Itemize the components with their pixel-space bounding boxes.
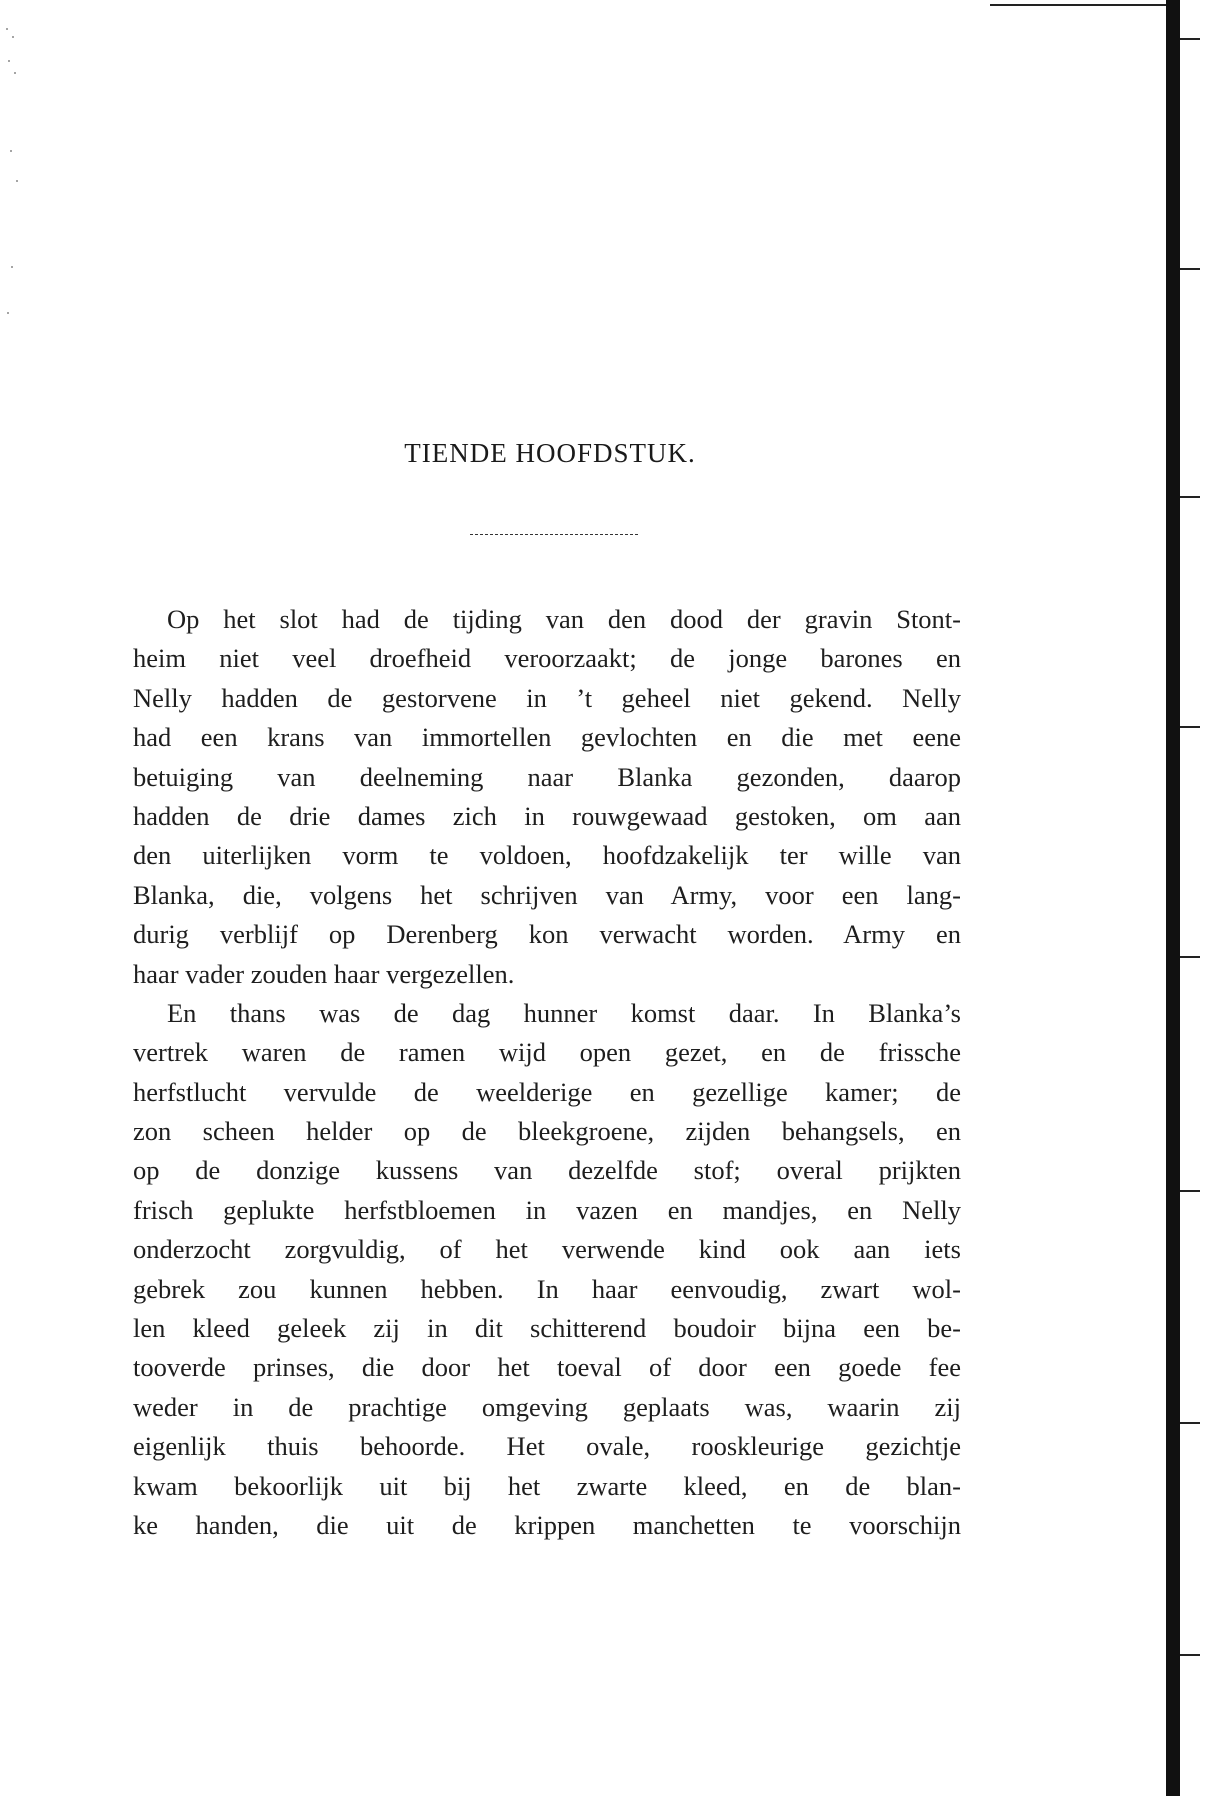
- body-text: [133, 600, 961, 1545]
- title-rule: [470, 534, 638, 535]
- speck: [16, 180, 18, 182]
- text-line: Blanka, die, volgens het schrijven van Army, voor een lang-: [133, 879, 961, 910]
- text-line: had een krans van immortellen gevlochten en die met eene: [133, 722, 961, 753]
- binding-top-edge: [990, 4, 1170, 6]
- text-line: En thans was de dag hunner komst daar. In Blanka’s: [167, 997, 961, 1028]
- binding-tick: [1180, 268, 1200, 270]
- text-line: onderzocht zorgvuldig, of het verwende kind ook aan iets: [133, 1234, 961, 1265]
- speck: [7, 312, 9, 314]
- text-line: zon scheen helder op de bleekgroene, zijden behangsels, en: [133, 1116, 961, 1147]
- binding-strip: [1166, 0, 1180, 1796]
- text-line: heim niet veel droefheid veroorzaakt; de jonge barones en: [133, 643, 961, 674]
- paragraph: [133, 600, 961, 994]
- binding-tick: [1180, 726, 1200, 728]
- speck: [6, 28, 8, 30]
- speck: [8, 60, 10, 62]
- text-line: frisch geplukte herfstbloemen in vazen en mandjes, en Nelly: [133, 1194, 961, 1225]
- binding-tick: [1180, 1422, 1200, 1424]
- binding-tick: [1180, 496, 1200, 498]
- chapter-title: TIENDE HOOFDSTUK.: [404, 438, 696, 468]
- text-line: haar vader zouden haar vergezellen.: [133, 958, 515, 989]
- text-line: ke handen, die uit de krippen manchetten te voorschijn: [133, 1509, 961, 1540]
- text-line: hadden de drie dames zich in rouwgewaad gestoken, om aan: [133, 800, 961, 831]
- speck: [12, 36, 14, 38]
- text-line: den uiterlijken vorm te voldoen, hoofdzakelijk ter wille van: [133, 840, 961, 871]
- text-line: betuiging van deelneming naar Blanka gezonden, daarop: [133, 761, 961, 792]
- text-line: eigenlijk thuis behoorde. Het ovale, rooskleurige gezichtje: [133, 1431, 961, 1462]
- binding-tick: [1180, 1190, 1200, 1192]
- binding-tick: [1180, 956, 1200, 958]
- text-line: op de donzige kussens van dezelfde stof; overal prijkten: [133, 1155, 961, 1186]
- text-line: kwam bekoorlijk uit bij het zwarte kleed, en de blan-: [133, 1470, 961, 1501]
- text-line: gebrek zou kunnen hebben. In haar eenvoudig, zwart wol-: [133, 1273, 961, 1304]
- page-specks: [4, 20, 24, 340]
- text-line: tooverde prinses, die door het toeval of door een goede fee: [133, 1352, 961, 1383]
- text-line: Op het slot had de tijding van den dood der gravin Stont-: [167, 604, 961, 634]
- text-line: len kleed geleek zij in dit schitterend boudoir bijna een be-: [133, 1313, 961, 1344]
- text-line: weder in de prachtige omgeving geplaats was, waarin zij: [133, 1391, 961, 1422]
- binding-tick: [1180, 38, 1200, 40]
- text-line: durig verblijf op Derenberg kon verwacht worden. Army en: [133, 919, 961, 950]
- paragraph: [133, 994, 961, 1545]
- text-line: herfstlucht vervulde de weelderige en gezellige kamer; de: [133, 1076, 961, 1107]
- text-line: vertrek waren de ramen wijd open gezet, en de frissche: [133, 1037, 961, 1068]
- binding-tick: [1180, 1654, 1200, 1656]
- text-line: Nelly hadden de gestorvene in ’t geheel niet gekend. Nelly: [133, 682, 961, 713]
- speck: [14, 72, 16, 74]
- speck: [10, 150, 12, 152]
- speck: [11, 266, 13, 268]
